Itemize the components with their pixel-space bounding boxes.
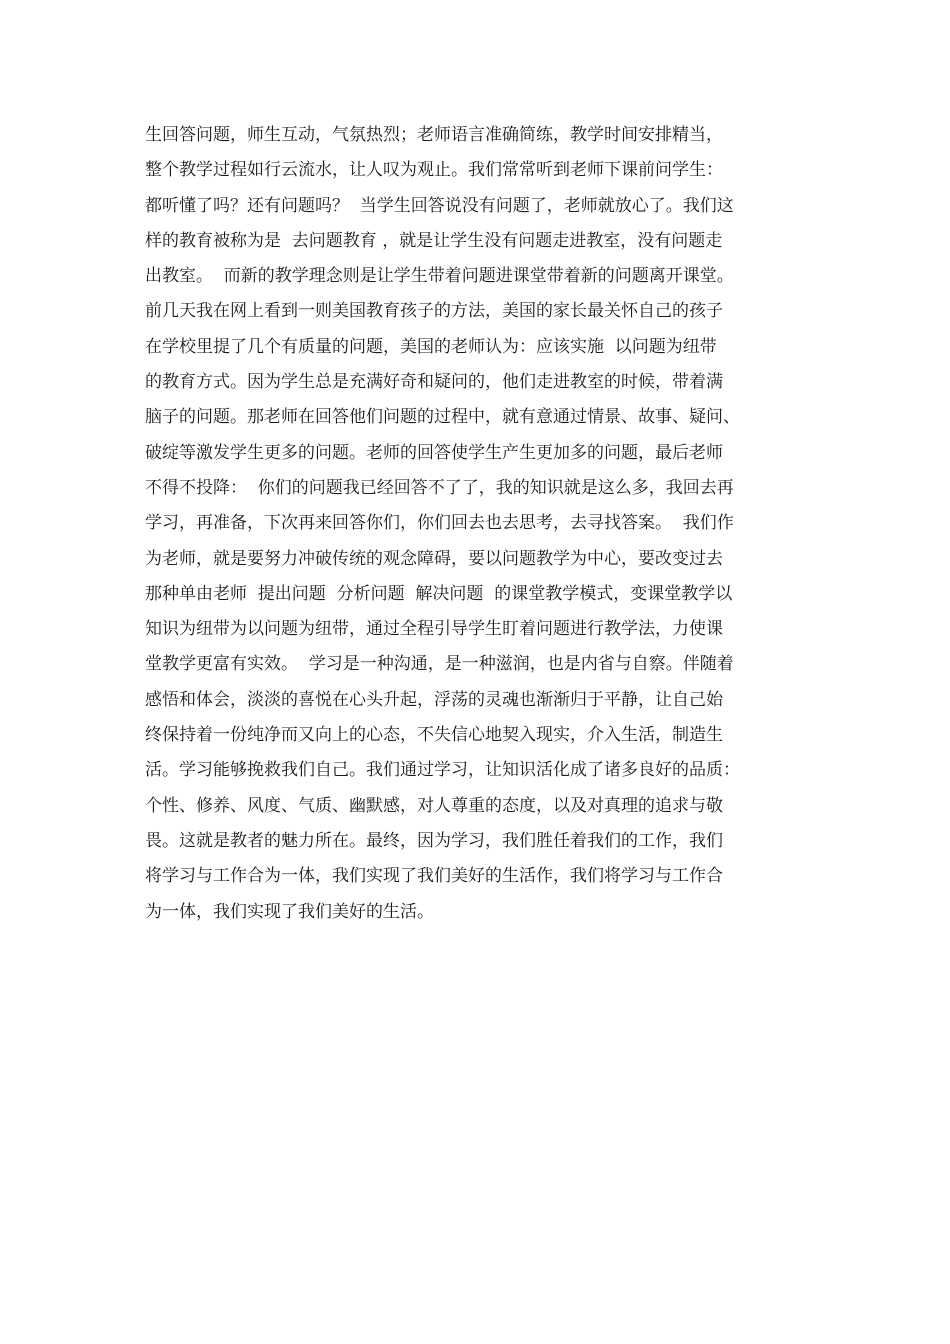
text-line-1: 生回答问题，师生互动，气氛热烈；老师语言准确简练，教学时间安排精当， xyxy=(145,125,723,145)
text-line-19: 活。学习能够挽救我们自己。我们通过学习，让知识活化成了诸多良好的品质： xyxy=(145,760,740,781)
text-line-8: 的教育方式。因为学生总是充满好奇和疑问的，他们走进教室的时候，带着满 xyxy=(145,372,723,393)
text-line-2: 整个教学过程如行云流水，让人叹为观止。我们常常听到老师下课前问学生： xyxy=(145,160,723,181)
text-line-4: 样的教育被称为是 去问题教育 ，就是让学生没有问题走进教室，没有问题走 xyxy=(145,230,723,251)
text-line-13: 为老师，就是要努力冲破传统的观念障碍，要以问题教学为中心，要改变过去 xyxy=(145,548,723,569)
text-line-11: 不得不投降： 你们的问题我已经回答不了了，我的知识就是这么多，我回去再 xyxy=(145,477,734,498)
text-line-14: 那种单由老师 提出问题 分析问题 解决问题 的课堂教学模式，变课堂教学以 xyxy=(145,583,733,604)
text-line-17: 感悟和体会，淡淡的喜悦在心头升起，浮荡的灵魂也渐渐归于平静，让自己始 xyxy=(145,689,723,710)
text-line-9: 脑子的问题。那老师在回答他们问题的过程中，就有意通过情景、故事、疑问、 xyxy=(145,407,740,428)
text-line-16: 堂教学更富有实效。 学习是一种沟通，是一种滋润，也是内省与自察。伴随着 xyxy=(145,654,734,675)
text-line-22: 将学习与工作合为一体，我们实现了我们美好的生活作，我们将学习与工作合 xyxy=(145,866,723,887)
text-line-10: 破绽等激发学生更多的问题。老师的回答使学生产生更加多的问题，最后老师 xyxy=(145,442,723,463)
text-line-6: 前几天我在网上看到一则美国教育孩子的方法，美国的家长最关怀自己的孩子 xyxy=(145,301,723,322)
text-line-20: 个性、修养、风度、气质、幽默感，对人尊重的态度，以及对真理的追求与敬 xyxy=(145,795,723,816)
text-line-15: 知识为纽带为以问题为纽带，通过全程引导学生盯着问题进行教学法，力使课 xyxy=(145,619,723,640)
text-line-21: 畏。这就是教者的魅力所在。最终，因为学习，我们胜任着我们的工作，我们 xyxy=(145,830,723,851)
text-line-3: 都听懂了吗？还有问题吗？ 当学生回答说没有问题了，老师就放心了。我们这 xyxy=(145,195,734,216)
text-line-18: 终保持着一份纯净而又向上的心态，不失信心地契入现实，介入生活，制造生 xyxy=(145,725,723,746)
text-line-5: 出教室。 而新的教学理念则是让学生带着问题进课堂带着新的问题离开课堂。 xyxy=(145,266,734,287)
text-line-12: 学习，再准备，下次再来回答你们，你们回去也去思考，去寻找答案。 我们作 xyxy=(145,513,734,534)
text-line-7: 在学校里提了几个有质量的问题，美国的老师认为：应该实施 以问题为纽带 xyxy=(145,336,717,357)
body-text xyxy=(145,118,815,930)
text-line-23: 为一体，我们实现了我们美好的生活。 xyxy=(145,901,434,922)
